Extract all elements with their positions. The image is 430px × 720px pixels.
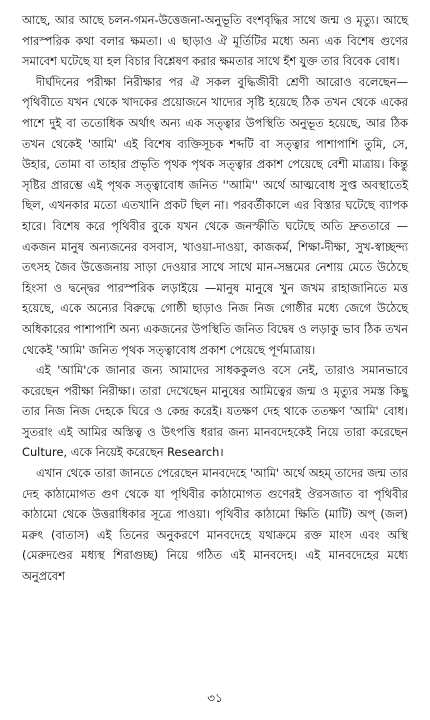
paragraph-3: এই 'আমি'কে জানার জন্য আমাদের সাধককুলও বসে নেই, তারাও সমানভাবে করেছেন পরীক্ষা নিরীক্ষা। তারা দেখেছেন মানুষের আমিত্বের জন্ম ও মৃত্যুর সমস্ত কিছু তার নিজ নিজ দেহকে ঘিরে ও কেন্দ্র করেই। যতক্ষণ দেহ থাকে ততক্ষণ 'আমি' বোধ। সুতরাং এই আমির অস্তিত্ব ও উৎপত্তি ধরার জন্য মানবদেহকেই নিয়ে তারা করেছেন Culture, একে নিয়েই করেছেন Research। — [22, 363, 408, 460]
paragraph-2: দীর্ঘদিনের পরীক্ষা নিরীক্ষার পর ঐ সকল বুদ্ধিজীবী শ্রেণী আরোও বলেছেন— পৃথিবীতে যখন থেকে খাদকের প্রয়োজনে খাদ্যের সৃষ্টি হয়েছে ঠিক তখন থেকে একের পাশে দুই বা ততোধিক অর্থাৎ অন্য এক সত্ত্বার উপস্থিতি অনুভূত হয়েছে, আর ঠিক তখন থেকেই 'আমি' এই বিশেষ ব্যক্তিসূচক শব্দটি বা সত্ত্বার পাশাপাশি তুমি, সে, উহার, তোমা বা তাহার প্রভৃতি পৃথক পৃথক সত্ত্বার প্রকাশ পেয়েছে বেশী মাত্রায়। কিন্তু সৃষ্টির প্রারম্ভে এই পৃথক সত্ত্বাবোধ জনিত ''আমি'' অর্থে আত্মবোধ সুপ্ত অবস্থাতেই ছিল, এখনকার মতো এতখানি প্রকট ছিল না। পরবর্তীকালে এর বিস্তার ঘটেছে ব্যাপক হারে। বিশেষ করে পৃথিবীর বুকে যখন থেকে জনস্ফীতি ঘটেছে অতি দ্রুততারে — একজন মানুষ অন্যজনের বসবাস, খাওয়া-দাওয়া, কাজকর্ম, শিক্ষা-দীক্ষা, সুখ-স্বাচ্ছন্দ্য তৎসহ জৈব উত্তেজনায় সাড়া দেওয়ার সাথে সাথে মান-সম্ভ্রমের নেশায় মেতে উঠেছে হিংসা ও দ্বন্দ্বের পারস্পরিক লড়াইয়ে —মানুষ মানুষে খুন জখম রাহাজানিতে মত্ত হয়েছে, একে অন্যের বিরুদ্ধে গোষ্ঠী ছাড়াও নিজ নিজ গোষ্ঠীর মধ্যে জেগে উঠেছে অধিকারের পাশাপাশি অন্য একজনের উপস্থিতি জনিত বিদ্বেষ ও লড়াকু ভাব ঠিক তখন থেকেই 'আমি' জনিত পৃথক সত্ত্বাবোধ প্রকাশ পেয়েছে পূর্ণমাত্রায়। — [22, 74, 408, 357]
page-number: ৩১ — [207, 691, 223, 705]
paragraph-1: আছে, আর আছে চলন-গমন-উত্তেজনা-অনুভূতি বংশবৃদ্ধির সাথে জন্ম ও মৃত্যু। আছে পারস্পরিক কথা বলার ক্ষমতা। এ ছাড়াও ঐ মূর্তিটির মধ্যে অন্য এক বিশেষ গুণের সমাবেশ ঘটেছে যা হল বিচার বিশ্লেষণ করার ক্ষমতার সাথে হঁশ যুক্ত তার বিবেক বোধ। — [22, 13, 408, 69]
paragraph-4: এখান থেকে তারা জানতে পেরেছেন মানবদেহে 'আমি' অর্থে অহম্ তাদের জন্ম তার দেহ কাঠামোগত গুণ থেকে যা পৃথিবীর কাঠামোগত গুণেরই ঔরসজাত বা পৃথিবীর কাঠামো থেকে উত্তরাধিকার সূত্রে পাওয়া। পৃথিবীর কাঠামো ক্ষিতি (মাটি) অপ্ (জল) মরুৎ (বাতাস) এই তিনের অনুকরণে মানবদেহে যথাক্রমে রক্ত মাংস এবং অস্থি (মেরুদণ্ডের মধ্যস্থ শিরাগুচ্ছ) নিয়ে গঠিত এই মানবদেহ। এই মানবদেহের মধ্যে অনুপ্রবেশ — [22, 466, 408, 584]
